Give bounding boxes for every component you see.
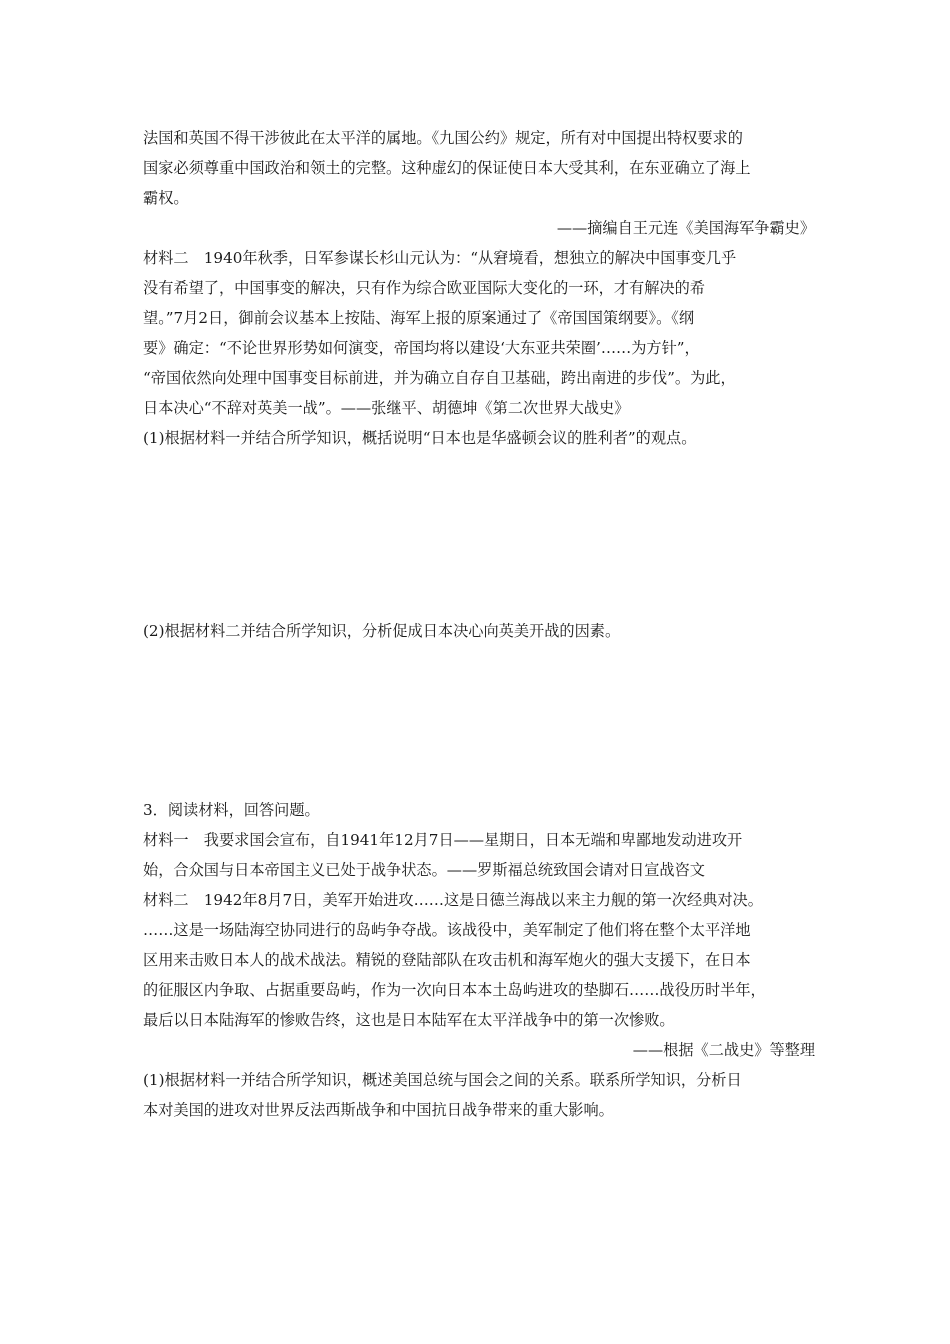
q2-material1-line-2: 国家必须尊重中国政治和领土的完整。这种虚幻的保证使日本大受其利，在东亚确立了海上 (143, 159, 751, 177)
q3-subquestion-1-line-2: 本对美国的进攻对世界反法西斯战争和中国抗日战争带来的重大影响。 (143, 1101, 614, 1119)
q2-material2-line-6: 日本决心“不辞对英美一战”。——张继平、胡德坤《第二次世界大战史》 (143, 399, 630, 417)
q3-material2-line-2: ……这是一场陆海空协同进行的岛屿争夺战。该战役中，美军制定了他们将在整个太平洋地 (143, 921, 751, 939)
q3-material2-line-1: 材料二 1942年8月7日，美军开始进攻……这是日德兰海战以来主力舰的第一次经典对决。 (143, 891, 763, 909)
q2-material2-line-1: 材料二 1940年秋季，日军参谋长杉山元认为：“从窘境看，想独立的解决中国事变几乎 (143, 249, 737, 267)
q2-material2-line-4: 要》确定：“不论世界形势如何演变，帝国均将以建设‘大东亚共荣圈’……为方针”， (143, 339, 700, 357)
q2-material1-line-1: 法国和英国不得干涉彼此在太平洋的属地。《九国公约》规定，所有对中国提出特权要求的 (143, 129, 743, 147)
q3-material2-line-4: 的征服区内争取、占据重要岛屿，作为一次向日本本土岛屿进攻的垫脚石……战役历时半年， (143, 981, 766, 999)
q2-subquestion-2: (2)根据材料二并结合所学知识，分析促成日本决心向英美开战的因素。 (143, 622, 621, 640)
q3-material2-line-3: 区用来击败日本人的战术战法。精锐的登陆部队在攻击机和海军炮火的强大支援下，在日本 (143, 951, 751, 969)
q2-subquestion-1: (1)根据材料一并结合所学知识，概括说明“日本也是华盛顿会议的胜利者”的观点。 (143, 429, 697, 447)
q3-title: 3．阅读材料，回答问题。 (143, 801, 320, 819)
q3-material1-line-2: 始，合众国与日本帝国主义已处于战争状态。——罗斯福总统致国会请对日宣战咨文 (143, 861, 705, 879)
q3-material1-line-1: 材料一 我要求国会宣布，自1941年12月7日——星期日，日本无端和卑鄙地发动进攻开 (143, 831, 743, 849)
q2-material1-line-3: 霸权。 (143, 189, 189, 207)
q3-material2-line-5: 最后以日本陆海军的惨败告终，这也是日本陆军在太平洋战争中的第一次惨败。 (143, 1011, 675, 1029)
q2-material2-line-3: 望。”7月2日，御前会议基本上按陆、海军上报的原案通过了《帝国国策纲要》。《纲 (143, 309, 695, 327)
q3-material2-source: ——根据《二战史》等整理 (632, 1041, 815, 1059)
q2-material2-line-2: 没有希望了，中国事变的解决，只有作为综合欧亚国际大变化的一环，才有解决的希 (143, 279, 705, 297)
q2-material2-line-5: “帝国依然向处理中国事变目标前进，并为确立自存自卫基础，跨出南进的步伐”。为此， (143, 369, 736, 387)
q3-subquestion-1-line-1: (1)根据材料一并结合所学知识，概述美国总统与国会之间的关系。联系所学知识，分析日 (143, 1071, 742, 1089)
q2-material1-source: ——摘编自王元连《美国海军争霸史》 (556, 219, 815, 237)
